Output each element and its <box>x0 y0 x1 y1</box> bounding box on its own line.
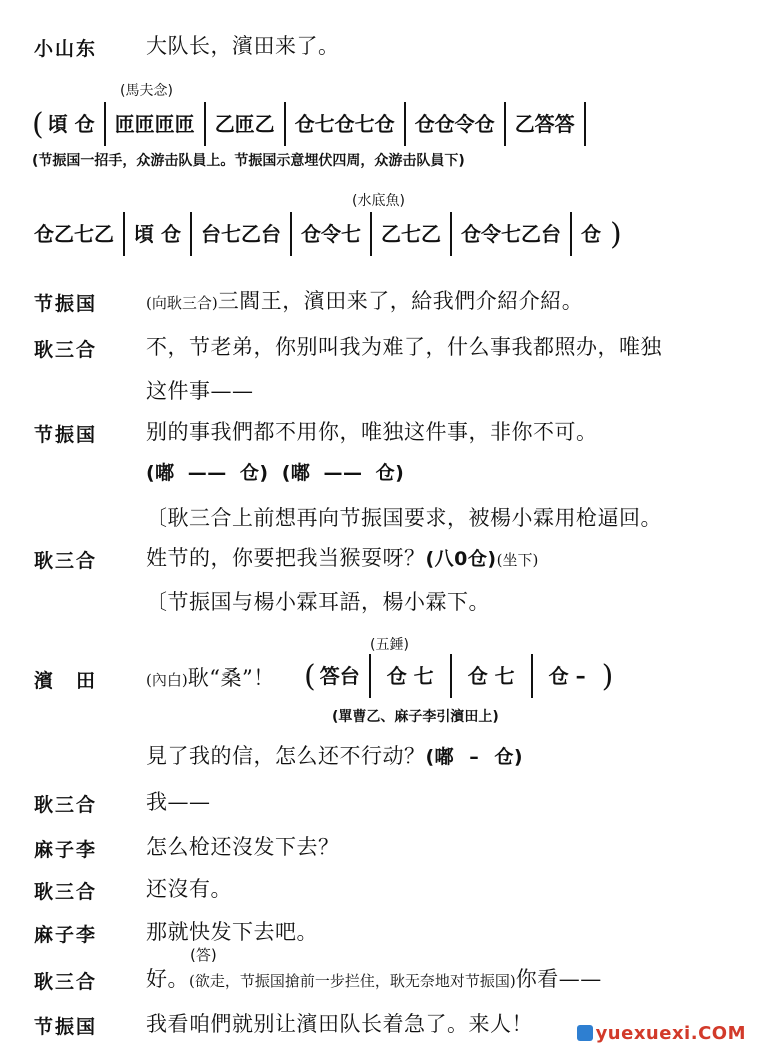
dialogue-text: 我看咱們就别让濱田队长着急了。来人！ <box>146 1012 533 1036</box>
speaker-label: 耿三合 <box>34 794 98 816</box>
dialogue-text: 这件事—— <box>146 379 254 403</box>
stage-note: (节振国一招手，众游击队員上。节振国示意埋伏四周，众游击队員下) <box>32 153 465 169</box>
stage-direction: (向耿三合) <box>146 294 218 312</box>
percussion-cue: (嘟 —— 仓) (嘟 —— 仓) <box>146 462 405 484</box>
dialogue-text: 还沒有。 <box>146 877 232 901</box>
stage-note: (單曹乙、麻子李引濱田上) <box>332 709 499 725</box>
tune-label: (五錘) <box>370 637 409 653</box>
dialogue-line <box>146 285 583 315</box>
stage-direction: (欲走，节振国搶前一步拦住，耿无奈地对节振国) <box>189 972 516 990</box>
open-paren: ( <box>32 106 44 142</box>
stage-direction: 〔耿三合上前想再向节振国要求，被楊小霖用枪逼回。 <box>146 506 662 530</box>
speaker-label: 节振国 <box>34 1016 98 1038</box>
percussion-score-3 <box>304 654 613 698</box>
measure: 仓令七 <box>292 212 372 256</box>
dialogue-text: 大队长，濱田来了。 <box>146 34 340 58</box>
dialogue-text: 你看—— <box>515 967 602 991</box>
speaker-label: 节振国 <box>34 293 98 315</box>
dialogue-text: 不，节老弟，你别叫我为难了，什么事我都照办，唯独 <box>146 335 662 359</box>
percussion-mark: (答) <box>190 946 217 964</box>
speaker-label: 节振国 <box>34 424 98 446</box>
dialogue-line <box>146 963 602 993</box>
measure: 仓乙七乙 <box>30 212 125 256</box>
speaker-label: 耿三合 <box>34 971 98 993</box>
speaker-label: 麻子李 <box>34 924 98 946</box>
speaker-label: 麻子李 <box>34 839 98 861</box>
measure: 乙匝乙 <box>206 102 286 146</box>
measure: 匝匝匝匝 <box>106 102 206 146</box>
stage-direction: (坐下) <box>496 551 539 569</box>
stage-direction: (內白) <box>146 671 188 689</box>
measure: 仓 <box>580 222 601 246</box>
dialogue-line <box>146 740 523 770</box>
measure: 乙七乙 <box>372 212 452 256</box>
measure: 台七乙台 <box>192 212 292 256</box>
site-logo-icon <box>577 1025 593 1041</box>
tune-label: (水底魚) <box>352 193 405 209</box>
dialogue-text: 耿“桑”！ <box>187 666 275 690</box>
open-paren: ( <box>304 658 316 694</box>
dialogue-text: 三閻王，濱田来了，給我們介紹介紹。 <box>217 289 584 313</box>
speaker-label: 耿三合 <box>34 550 98 572</box>
measure: 頃 仓 <box>125 212 192 256</box>
close-paren: ) <box>601 658 614 694</box>
dialogue-text: 好。 <box>146 967 189 991</box>
dialogue-line <box>146 542 538 572</box>
dialogue-text: 那就快发下去吧。 <box>146 920 318 944</box>
measure: 仓 – <box>548 664 586 688</box>
speaker-label: 耿三合 <box>34 881 98 903</box>
measure: 答台 <box>316 654 371 698</box>
dialogue-line <box>146 662 275 692</box>
watermark: yuexuexi.COM <box>577 1023 746 1044</box>
close-paren: ) <box>609 216 622 252</box>
dialogue-text: 怎么枪还沒发下去？ <box>146 835 340 859</box>
speaker-label: 耿三合 <box>34 339 98 361</box>
measure: 仓令七乙台 <box>452 212 572 256</box>
speaker-label: 小山东 <box>34 38 98 60</box>
speaker-label: 濱 田 <box>34 670 98 692</box>
measure: 仓七仓七仓 <box>286 102 406 146</box>
measure: 頃 仓 <box>44 102 106 146</box>
dialogue-text: 别的事我們都不用你，唯独这件事，非你不可。 <box>146 420 598 444</box>
percussion-cue: (八0仓) <box>425 548 497 570</box>
percussion-score-2 <box>30 212 622 256</box>
measure: 仓 七 <box>452 654 533 698</box>
dialogue-text: 我—— <box>146 790 211 814</box>
percussion-score-1 <box>32 102 586 146</box>
measure: 乙答答 <box>506 102 586 146</box>
dialogue-text: 姓节的，你要把我当猴耍呀？ <box>146 546 426 570</box>
dialogue-text: 見了我的信，怎么还不行动？ <box>146 744 426 768</box>
percussion-cue: (嘟 – 仓) <box>425 746 524 768</box>
measure: 仓 七 <box>371 654 452 698</box>
stage-direction: 〔节振国与楊小霖耳語，楊小霖下。 <box>146 590 490 614</box>
tune-label: (馬夫念) <box>120 83 173 99</box>
measure: 仓仓令仓 <box>406 102 506 146</box>
